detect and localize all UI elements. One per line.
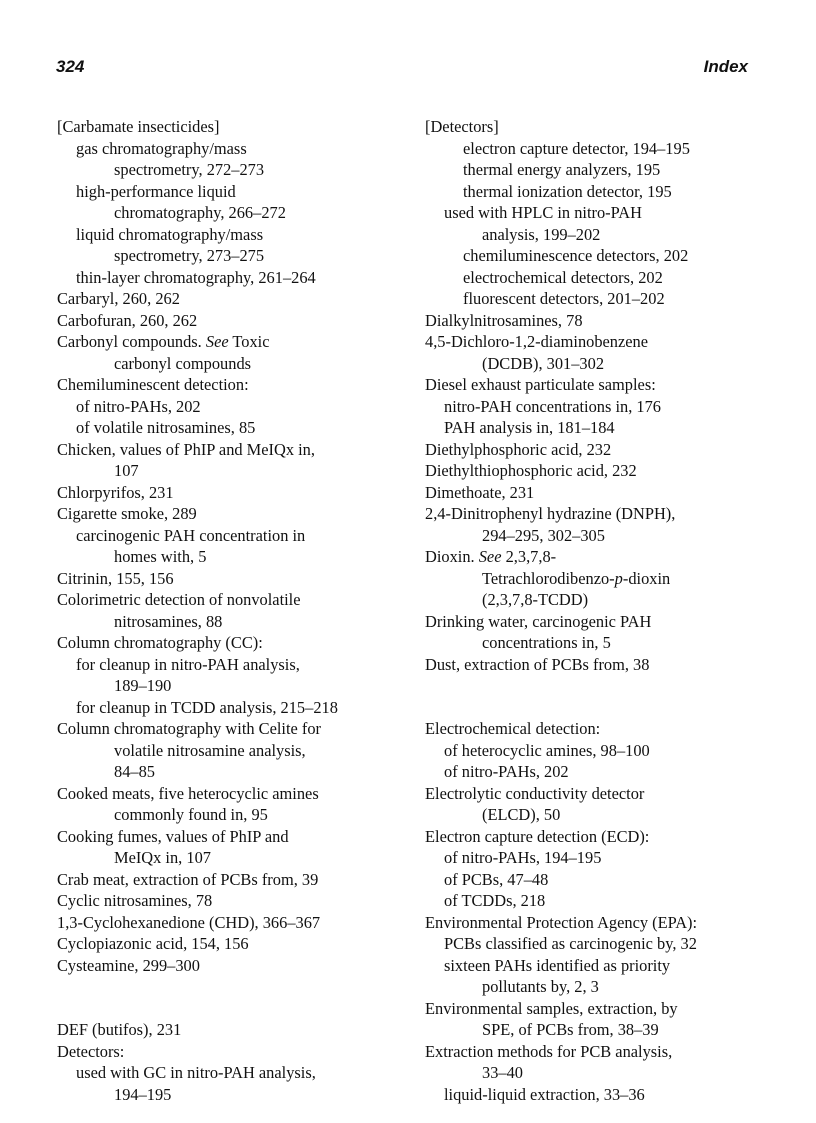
index-entry: Citrinin, 155, 156 — [57, 568, 174, 588]
index-subentry: for cleanup in nitro-PAH analysis, — [76, 654, 300, 674]
index-subentry: (ELCD), 50 — [482, 805, 561, 824]
index-entry: [Detectors] — [425, 117, 499, 136]
index-subentry: fluorescent detectors, 201–202 — [463, 289, 665, 308]
index-entry: [Carbamate insecticides] — [57, 117, 220, 136]
index-subentry: of heterocyclic amines, 98–100 — [444, 740, 650, 760]
index-subentry: SPE, of PCBs from, 38–39 — [482, 1020, 659, 1039]
index-subentry: nitro-PAH concentrations in, 176 — [444, 396, 661, 416]
index-entry: Chicken, values of PhIP and MeIQx in, — [57, 439, 315, 459]
index-entry: Colorimetric detection of nonvolatile — [57, 590, 301, 609]
index-entry: Extraction methods for PCB analysis, — [425, 1041, 673, 1061]
index-subentry: concentrations in, 5 — [482, 633, 611, 652]
index-entry: Diethylphosphoric acid, 232 — [425, 439, 612, 459]
index-subentry: electron capture detector, 194–195 — [463, 138, 690, 158]
index-subentry: 33–40 — [482, 1063, 523, 1082]
index-subentry: thin-layer chromatography, 261–264 — [76, 267, 316, 287]
index-subentry: high-performance liquid — [76, 181, 236, 201]
index-subentry: 107 — [114, 461, 139, 480]
index-subentry: 294–295, 302–305 — [482, 525, 605, 545]
index-entry: Detectors: — [57, 1041, 125, 1061]
index-subentry: 189–190 — [114, 676, 172, 695]
index-entry: Crab meat, extraction of PCBs from, 39 — [57, 869, 319, 889]
index-subentry: 194–195 — [114, 1084, 172, 1104]
index-entry: Electron capture detection (ECD): — [425, 826, 650, 846]
index-subentry: (2,3,7,8-TCDD) — [482, 590, 589, 609]
index-entry: Dust, extraction of PCBs from, 38 — [425, 654, 650, 674]
index-entry: 1,3-Cyclohexanedione (CHD), 366–367 — [57, 912, 321, 932]
index-subentry: PCBs classified as carcinogenic by, 32 — [444, 934, 697, 953]
index-subentry: spectrometry, 272–273 — [114, 160, 265, 179]
index-entry: Cyclopiazonic acid, 154, 156 — [57, 934, 249, 953]
index-subentry: volatile nitrosamine analysis, — [114, 740, 306, 760]
index-subentry: used with HPLC in nitro-PAH — [444, 203, 642, 222]
index-entry: Chemiluminescent detection: — [57, 375, 249, 394]
index-entry: Drinking water, carcinogenic PAH — [425, 611, 652, 631]
index-subentry: carcinogenic PAH concentration in — [76, 525, 306, 545]
index-entry: Carbofuran, 260, 262 — [57, 310, 198, 330]
index-entry: Cyclic nitrosamines, 78 — [57, 891, 213, 910]
index-subentry: pollutants by, 2, 3 — [482, 977, 599, 996]
index-entry: 2,4-Dinitrophenyl hydrazine (DNPH), — [425, 504, 676, 523]
index-subentry: of nitro-PAHs, 194–195 — [444, 848, 602, 867]
index-subentry: liquid chromatography/mass — [76, 224, 264, 244]
index-column-left — [57, 116, 407, 1105]
index-subentry: chemiluminescence detectors, 202 — [463, 246, 689, 265]
index-subentry: of TCDDs, 218 — [444, 891, 546, 910]
index-entry: Diethylthiophosphoric acid, 232 — [425, 461, 637, 480]
index-entry: Carbonyl compounds. See Toxic — [57, 332, 270, 351]
index-entry: Column chromatography with Celite for — [57, 719, 322, 738]
index-subentry: homes with, 5 — [114, 547, 207, 566]
index-subentry: MeIQx in, 107 — [114, 848, 211, 867]
index-subentry: analysis, 199–202 — [482, 224, 601, 244]
index-entry: Carbaryl, 260, 262 — [57, 289, 180, 308]
page-number: 324 — [56, 57, 85, 76]
index-subentry: sixteen PAHs identified as priority — [444, 955, 671, 975]
index-subentry: of nitro-PAHs, 202 — [76, 396, 201, 416]
index-entry: DEF (butifos), 231 — [57, 1020, 182, 1039]
index-entry: Environmental samples, extraction, by — [425, 998, 678, 1018]
index-entry: Cooked meats, five heterocyclic amines — [57, 783, 319, 803]
index-entry: Cigarette smoke, 289 — [57, 504, 197, 523]
index-subentry: liquid-liquid extraction, 33–36 — [444, 1084, 645, 1104]
index-subentry: 84–85 — [114, 762, 155, 781]
index-subentry: used with GC in nitro-PAH analysis, — [76, 1063, 316, 1082]
section-title: Index — [703, 57, 748, 76]
index-subentry: for cleanup in TCDD analysis, 215–218 — [76, 697, 338, 717]
index-subentry: of PCBs, 47–48 — [444, 869, 549, 889]
index-column-right — [425, 116, 760, 1105]
index-subentry: carbonyl compounds — [114, 353, 252, 373]
index-entry: Environmental Protection Agency (EPA): — [425, 912, 698, 932]
running-head — [56, 57, 748, 83]
index-subentry: gas chromatography/mass — [76, 138, 247, 158]
index-entry: Electrolytic conductivity detector — [425, 783, 645, 803]
index-subentry: nitrosamines, 88 — [114, 611, 223, 631]
index-entry: Chlorpyrifos, 231 — [57, 482, 174, 502]
index-subentry: thermal ionization detector, 195 — [463, 181, 672, 201]
index-entry: Dialkylnitrosamines, 78 — [425, 310, 583, 330]
index-subentry: electrochemical detectors, 202 — [463, 267, 663, 287]
index-subentry: (DCDB), 301–302 — [482, 353, 605, 373]
index-subentry: of nitro-PAHs, 202 — [444, 762, 569, 781]
index-entry: 4,5-Dichloro-1,2-diaminobenzene — [425, 332, 649, 351]
letter-group-gap — [425, 675, 760, 718]
index-entry: Column chromatography (CC): — [57, 633, 263, 652]
index-subentry: Tetrachlorodibenzo-p-dioxin — [482, 568, 671, 588]
index-subentry: chromatography, 266–272 — [114, 203, 286, 222]
letter-group-gap — [57, 976, 407, 1019]
index-subentry: spectrometry, 273–275 — [114, 246, 265, 265]
index-subentry: thermal energy analyzers, 195 — [463, 160, 661, 179]
index-subentry: commonly found in, 95 — [114, 805, 268, 824]
index-entry: Diesel exhaust particulate samples: — [425, 375, 656, 394]
index-entry: Cooking fumes, values of PhIP and — [57, 826, 289, 846]
index-entry: Dimethoate, 231 — [425, 482, 535, 502]
index-subentry: PAH analysis in, 181–184 — [444, 418, 615, 437]
index-entry: Cysteamine, 299–300 — [57, 955, 200, 975]
index-subentry: of volatile nitrosamines, 85 — [76, 418, 256, 437]
index-entry: Dioxin. See 2,3,7,8- — [425, 547, 557, 566]
index-entry: Electrochemical detection: — [425, 719, 601, 738]
